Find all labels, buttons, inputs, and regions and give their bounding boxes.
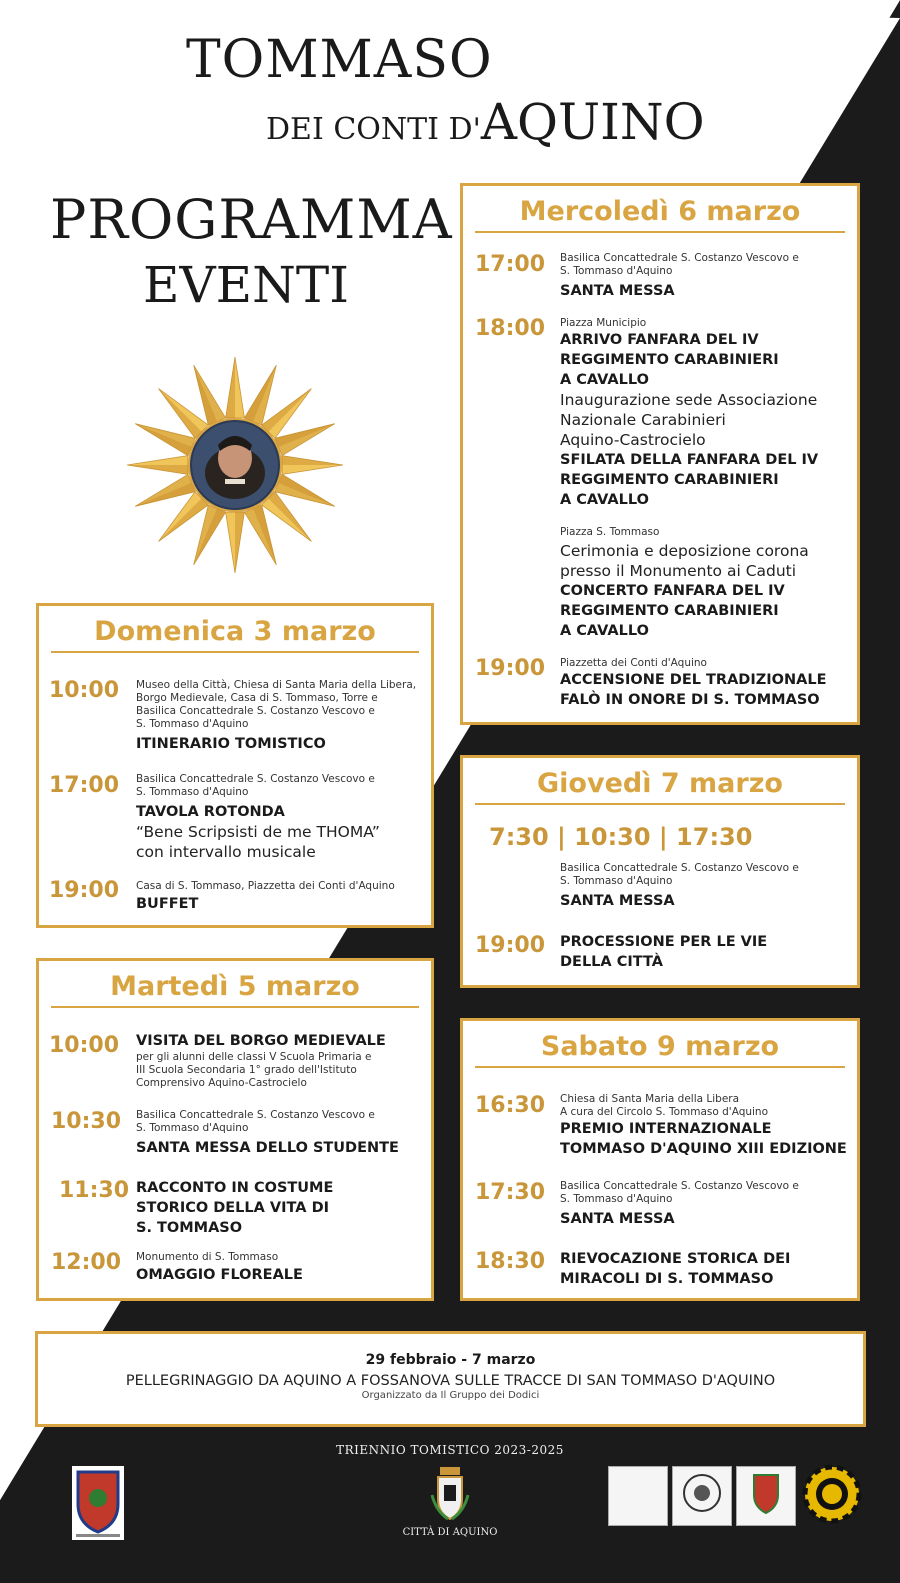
event-name: CONCERTO FANFARA DEL IV <box>560 583 785 599</box>
city-label: CITTÀ DI AQUINO <box>402 1527 498 1538</box>
event-details <box>136 1031 431 1090</box>
event-place: S. Tommaso d'Aquino <box>560 265 673 277</box>
event-place: Basilica Concattedrale S. Costanzo Vescovo e <box>136 1109 375 1121</box>
event-place: Basilica Concattedrale S. Costanzo Vescovo e <box>560 252 799 264</box>
triennio-label: TRIENNIO TOMISTICO 2023-2025 <box>336 1443 564 1457</box>
event-name: BUFFET <box>136 896 199 912</box>
association-logo <box>736 1466 796 1526</box>
event-details <box>560 932 855 972</box>
mercoledi-box <box>460 183 860 725</box>
event-place: Basilica Concattedrale S. Costanzo Vescovo e <box>136 705 375 717</box>
giovedi-box <box>460 755 860 988</box>
event-place: Borgo Medievale, Casa di S. Tommaso, Torre e <box>136 692 378 704</box>
domenica-box <box>36 603 434 928</box>
event-place: S. Tommaso d'Aquino <box>560 1193 673 1205</box>
event-desc: “Bene Scripsisti de me THOMA” <box>136 823 380 841</box>
event-name: TAVOLA ROTONDA <box>136 804 285 820</box>
day-title: Domenica 3 marzo <box>51 616 419 653</box>
event-desc: Inaugurazione sede Associazione <box>560 391 818 409</box>
event-name: VISITA DEL BORGO MEDIEVALE <box>136 1033 386 1049</box>
event-time: 10:30 <box>51 1109 122 1134</box>
martedi-box <box>36 958 434 1301</box>
day-title: Martedì 5 marzo <box>51 971 419 1008</box>
event-name: SANTA MESSA <box>560 1211 675 1227</box>
event-desc: Cerimonia e deposizione corona <box>560 542 809 560</box>
day-title: Giovedì 7 marzo <box>475 768 845 805</box>
event-name: REGGIMENTO CARABINIERI <box>560 352 779 368</box>
event-time: 19:00 <box>49 878 120 903</box>
pilgrimage-box <box>35 1331 866 1427</box>
event-place: Basilica Concattedrale S. Costanzo Vescovo e <box>136 773 375 785</box>
event-place: Casa di S. Tommaso, Piazzetta dei Conti d'Aquino <box>136 880 395 892</box>
event-time: 18:00 <box>475 316 546 341</box>
sun-star-emblem <box>120 355 350 575</box>
event-desc: presso il Monumento ai Caduti <box>560 562 797 580</box>
main-title-line2 <box>266 93 705 151</box>
event-place: S. Tommaso d'Aquino <box>136 1122 249 1134</box>
event-name: FALÒ IN ONORE DI S. TOMMASO <box>560 692 820 708</box>
event-name: PROCESSIONE PER LE VIE <box>560 934 768 950</box>
pilgrimage-organizer: Organizzato da Il Gruppo dei Dodici <box>361 1390 540 1401</box>
event-name: STORICO DELLA VITA DI <box>136 1200 330 1216</box>
event-time: 17:00 <box>475 252 546 277</box>
event-name: PREMIO INTERNAZIONALE <box>560 1121 772 1137</box>
event-name: A CAVALLO <box>560 623 649 639</box>
event-name: OMAGGIO FLOREALE <box>136 1267 303 1283</box>
event-desc: Nazionale Carabinieri <box>560 411 726 429</box>
pilgrimage-title: PELLEGRINAGGIO DA AQUINO A FOSSANOVA SULLE TRACCE DI SAN TOMMASO D'AQUINO <box>125 1373 776 1389</box>
event-place: Museo della Città, Chiesa di Santa Maria della Libera, <box>136 679 417 691</box>
pilgrimage-dates: 29 febbraio - 7 marzo <box>365 1352 536 1368</box>
event-note: III Scuola Secondaria 1° grado dell'Istituto <box>136 1064 357 1076</box>
eventi-heading: EVENTI <box>143 256 349 314</box>
crest-logo <box>72 1466 124 1540</box>
event-place: Basilica Concattedrale S. Costanzo Vescovo e <box>560 862 799 874</box>
event-details <box>560 1249 855 1289</box>
event-note: Comprensivo Aquino-Castrocielo <box>136 1077 307 1089</box>
event-details <box>560 862 855 911</box>
event-name: DELLA CITTÀ <box>560 954 663 970</box>
gear-logo <box>802 1464 862 1524</box>
event-time: 11:30 <box>59 1178 130 1203</box>
event-place: S. Tommaso d'Aquino <box>136 718 249 730</box>
event-time: 12:00 <box>51 1250 122 1275</box>
event-name: SANTA MESSA <box>560 893 675 909</box>
event-name: SFILATA DELLA FANFARA DEL IV <box>560 452 819 468</box>
event-time: 17:30 <box>475 1180 546 1205</box>
event-place: Piazza S. Tommaso <box>560 526 660 538</box>
event-name: MIRACOLI DI S. TOMMASO <box>560 1271 774 1287</box>
event-place: A cura del Circolo S. Tommaso d'Aquino <box>560 1106 769 1118</box>
event-time: 19:00 <box>475 656 546 681</box>
event-name: ITINERARIO TOMISTICO <box>136 736 326 752</box>
event-details <box>560 526 855 641</box>
event-name: REGGIMENTO CARABINIERI <box>560 603 779 619</box>
event-name: ACCENSIONE DEL TRADIZIONALE <box>560 672 827 688</box>
title-prefix: DEI CONTI D' <box>266 112 481 147</box>
event-details <box>560 1093 858 1159</box>
event-place: Chiesa di Santa Maria della Libera <box>560 1093 740 1105</box>
giovedi-times: 7:30 | 10:30 | 17:30 <box>489 823 753 851</box>
sabato-box <box>460 1018 860 1301</box>
event-desc: Aquino-Castrocielo <box>560 431 706 449</box>
event-time: 16:30 <box>475 1093 546 1118</box>
day-title: Mercoledì 6 marzo <box>475 196 845 233</box>
event-details <box>560 317 855 510</box>
event-name: REGGIMENTO CARABINIERI <box>560 472 779 488</box>
event-place: S. Tommaso d'Aquino <box>560 875 673 887</box>
event-desc: con intervallo musicale <box>136 843 316 861</box>
event-place: S. Tommaso d'Aquino <box>136 786 249 798</box>
event-details <box>136 1109 431 1158</box>
event-time: 17:00 <box>49 773 120 798</box>
city-crest-logo <box>430 1465 470 1523</box>
event-details <box>560 1180 855 1229</box>
event-place: Piazzetta dei Conti d'Aquino <box>560 657 707 669</box>
event-time: 19:00 <box>475 933 546 958</box>
event-time: 10:00 <box>49 678 120 703</box>
title-aquino: AQUINO <box>480 93 705 151</box>
event-details <box>136 1251 431 1285</box>
event-name: A CAVALLO <box>560 372 649 388</box>
event-details <box>136 773 431 862</box>
event-details <box>560 657 855 710</box>
event-name: S. TOMMASO <box>136 1220 243 1236</box>
event-place: Basilica Concattedrale S. Costanzo Vescovo e <box>560 1180 799 1192</box>
event-name: SANTA MESSA DELLO STUDENTE <box>136 1140 399 1156</box>
event-time: 18:30 <box>475 1249 546 1274</box>
day-title: Sabato 9 marzo <box>475 1031 845 1068</box>
event-time: 10:00 <box>49 1033 120 1058</box>
museo-logo <box>608 1466 668 1526</box>
event-note: per gli alunni delle classi V Scuola Primaria e <box>136 1051 372 1063</box>
event-name: A CAVALLO <box>560 492 649 508</box>
event-place: Monumento di S. Tommaso <box>136 1251 279 1263</box>
main-title-line1: TOMMASO <box>186 30 493 90</box>
event-details <box>136 880 431 914</box>
event-details <box>560 252 855 301</box>
event-name: RACCONTO IN COSTUME <box>136 1180 334 1196</box>
event-details <box>136 679 431 754</box>
event-name: SANTA MESSA <box>560 283 675 299</box>
event-place: Piazza Municipio <box>560 317 647 329</box>
event-name: TOMMASO D'AQUINO XIII EDIZIONE <box>560 1141 847 1157</box>
circle-logo <box>672 1466 732 1526</box>
event-details <box>136 1178 431 1238</box>
event-name: ARRIVO FANFARA DEL IV <box>560 332 759 348</box>
event-name: RIEVOCAZIONE STORICA DEI <box>560 1251 791 1267</box>
programma-heading: PROGRAMMA <box>50 188 453 251</box>
